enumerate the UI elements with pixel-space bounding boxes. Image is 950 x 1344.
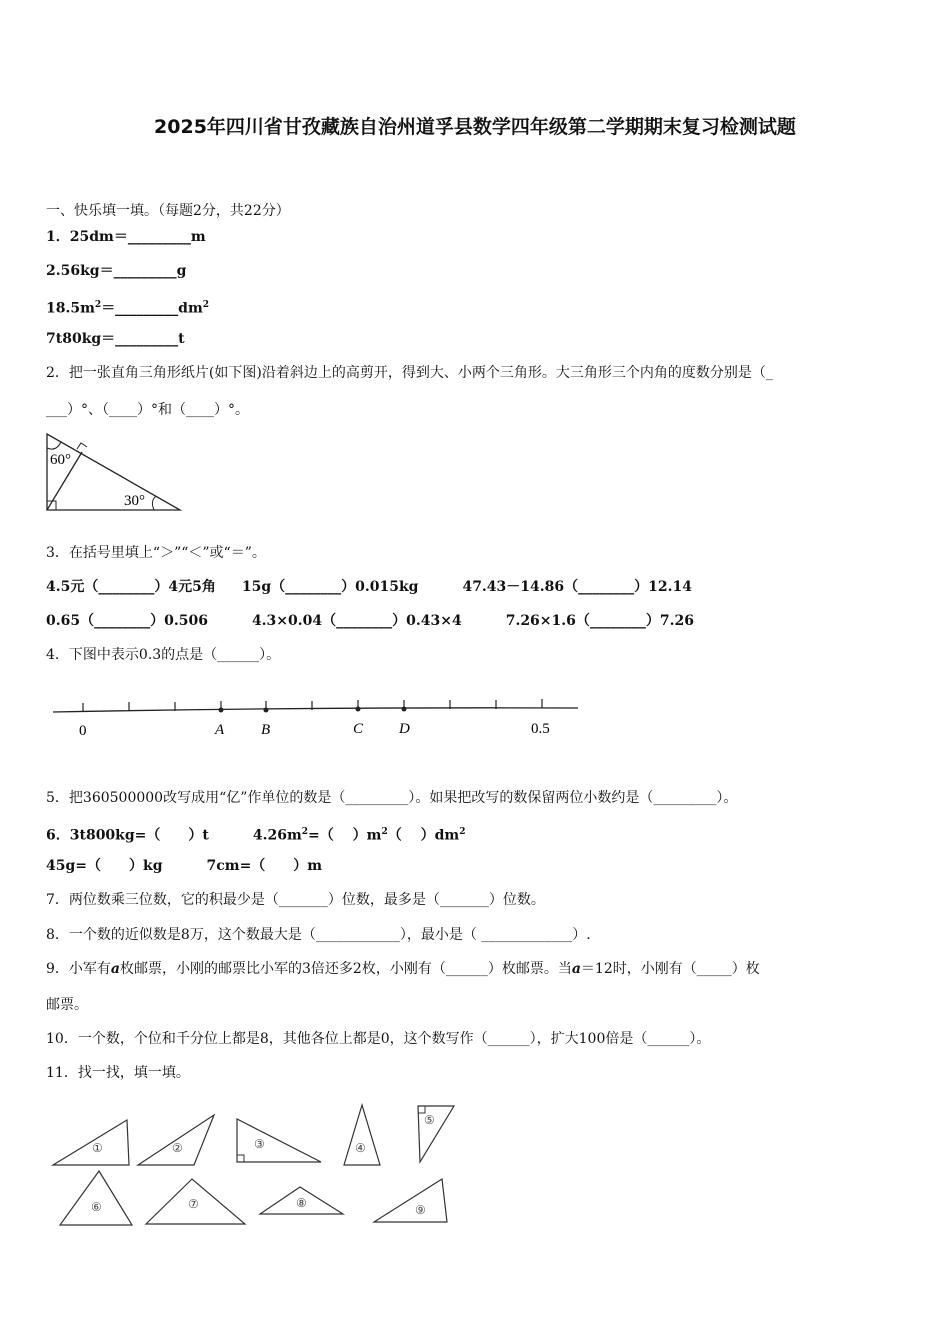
variable-a: a: [110, 961, 120, 977]
question-9-text-a: 9．小军有: [46, 961, 111, 977]
question-9-line-2: 邮票。: [46, 997, 88, 1013]
question-1-item-3a: 18.5m: [46, 300, 95, 317]
point-b: [264, 708, 269, 713]
right-angle-mark-5: [418, 1106, 425, 1113]
right-triangle-figure: [44, 430, 184, 514]
question-1-line-3: [46, 295, 209, 319]
question-6-part-1: 6．3t800kg=（ ）t: [46, 827, 209, 844]
question-1-item-4: 7t80kg＝_________t: [46, 331, 185, 347]
compare-item-4: 0.65（________）0.506: [46, 613, 208, 629]
triangle-label-3: ③: [254, 1137, 265, 1151]
triangle-label-5: ⑤: [424, 1113, 435, 1127]
question-6-part-2a: 4.26m: [252, 827, 302, 844]
question-3-prompt: 3．在括号里填上“＞”“＜”或“＝”。: [46, 545, 266, 561]
question-6-part-4: 7cm=（ ）m: [206, 858, 323, 874]
question-1-item-3b: ＝_________dm: [101, 300, 203, 317]
point-c: [356, 707, 361, 712]
question-6-part-2c: （ ）dm: [387, 827, 460, 844]
question-10: 10．一个数，个位和千分位上都是8，其他各位上都是0，这个数写作（______），扩大100倍是（______）。: [46, 1031, 711, 1047]
triangle-3: [237, 1119, 321, 1162]
question-6-part-2b: =（ ）m: [308, 827, 382, 844]
question-9-line-1: [46, 959, 760, 979]
number-line: [53, 708, 578, 712]
question-1-item-1: 25dm＝_________m: [69, 229, 206, 245]
compare-item-2: 15g（________）0.015kg: [241, 579, 419, 595]
right-angle-mark-top: [77, 443, 87, 449]
triangle-6: [60, 1171, 132, 1225]
compare-item-5: 4.3×0.04（________）0.43×4: [251, 613, 462, 629]
question-3-row-2: [46, 611, 694, 631]
question-8: 8．一个数的近似数是8万，这个数最大是（____________），最小是（ _____________）.: [46, 927, 591, 943]
question-9-text-c: ＝12时，小刚有（_____）枚: [580, 961, 760, 977]
section-heading: 一、快乐填一填。（每题2分，共22分）: [46, 203, 290, 219]
label-0-5: 0.5: [531, 721, 550, 737]
question-1-item-2: 2.56kg＝_________g: [46, 263, 187, 279]
outer-triangle: [47, 434, 180, 510]
triangle-label-7: ⑦: [188, 1197, 199, 1211]
angle-label-60: 60°: [50, 452, 71, 468]
label-b: B: [261, 722, 271, 738]
triangle-2: [138, 1115, 214, 1165]
triangle-9: [374, 1179, 447, 1222]
superscript: 2: [301, 827, 309, 837]
question-6-row-2: [46, 856, 322, 876]
triangle-label-6: ⑥: [91, 1200, 102, 1214]
superscript: 2: [94, 300, 102, 310]
superscript: 2: [202, 300, 210, 310]
question-2-line-2: ___）°、（____）°和（____）°。: [46, 402, 249, 418]
question-11-prompt: 11．找一找，填一填。: [46, 1065, 190, 1081]
right-angle-mark-3: [237, 1155, 244, 1162]
question-6-part-3: 45g=（ ）kg: [46, 858, 163, 874]
compare-item-1: 4.5元（________）4元5角: [46, 579, 216, 595]
angle-arc-top: [47, 442, 61, 449]
label-0: 0: [79, 723, 87, 739]
triangle-1: [53, 1120, 129, 1165]
question-1-number: 1．: [46, 229, 70, 245]
triangle-label-1: ①: [92, 1141, 103, 1155]
triangle-4: [344, 1105, 380, 1165]
triangle-label-4: ④: [355, 1141, 366, 1155]
question-5: 5．把360500000改写成用“亿”作单位的数是（_________）。如果把改写的数保留两位小数约是（_________）。: [46, 790, 738, 806]
compare-item-3: 47.43－14.86（________）12.14: [462, 579, 692, 595]
label-a: A: [215, 722, 225, 738]
compare-item-6: 7.26×1.6（________）7.26: [505, 613, 694, 629]
question-7: 7．两位数乘三位数，它的积最少是（_______）位数，最多是（_______）位数。: [46, 892, 545, 908]
triangle-label-2: ②: [172, 1141, 183, 1155]
angle-arc-bottom: [152, 496, 156, 510]
label-c: C: [353, 721, 364, 737]
superscript: 2: [459, 827, 466, 837]
variable-a: a: [571, 961, 581, 977]
point-a: [219, 708, 224, 713]
point-d: [402, 707, 407, 712]
angle-label-30: 30°: [124, 493, 145, 509]
superscript: 2: [381, 827, 388, 837]
question-4-prompt: 4．下图中表示0.3的点是（______）。: [46, 647, 281, 663]
triangles-figure: [44, 1095, 464, 1235]
number-line-figure: [50, 692, 585, 742]
question-2-line-1: 2．把一张直角三角形纸片(如下图)沿着斜边上的高剪开，得到大、小两个三角形。大三角形三个内角的度数分别是（_: [46, 365, 773, 381]
question-3-row-1: [46, 577, 692, 597]
label-d: D: [399, 721, 410, 737]
question-6-row-1: [46, 822, 465, 846]
question-9-text-b: 枚邮票，小刚的邮票比小军的3倍还多2枚，小刚有（______）枚邮票。当: [120, 961, 572, 977]
page-title: 2025年四川省甘孜藏族自治州道孚县数学四年级第二学期期末复习检测试题: [154, 116, 796, 138]
triangle-label-8: ⑧: [296, 1196, 307, 1210]
question-1-line-1: [46, 227, 206, 247]
triangle-label-9: ⑨: [415, 1203, 426, 1217]
